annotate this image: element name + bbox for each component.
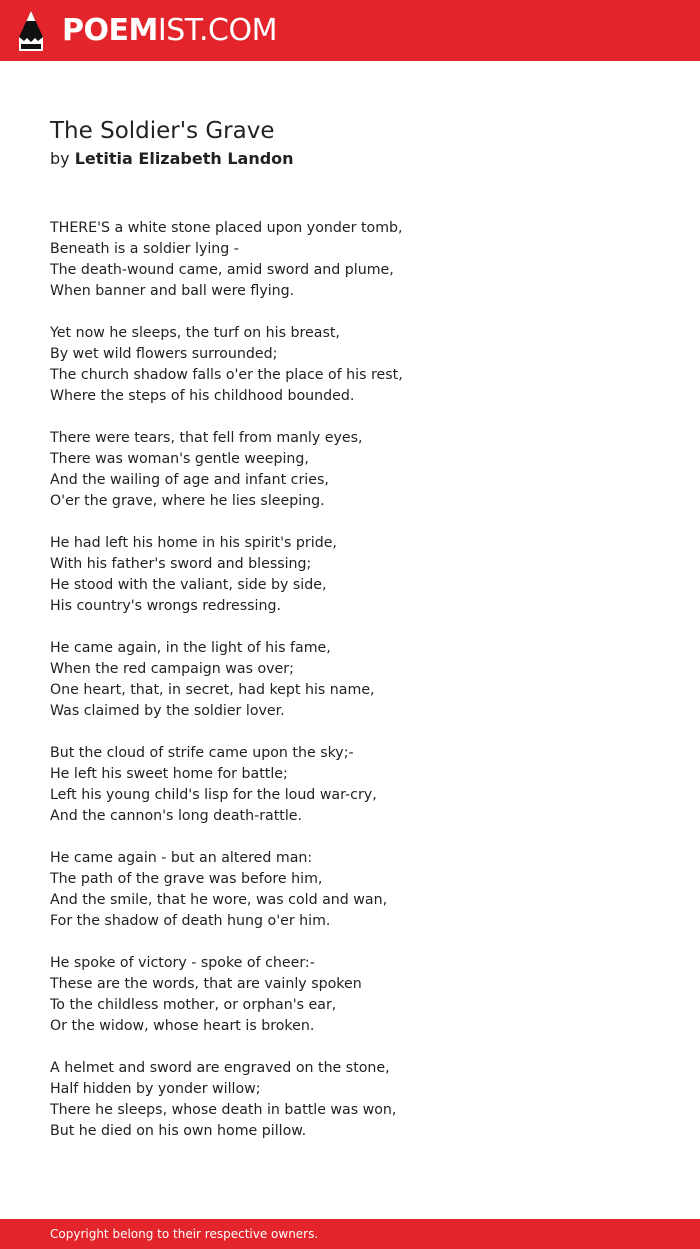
poem-line: The path of the grave was before him, (50, 871, 323, 887)
poem-line: One heart, that, in secret, had kept his name, (50, 682, 375, 698)
poem-line: O'er the grave, where he lies sleeping. (50, 493, 325, 509)
poem-line: But the cloud of strife came upon the sky;- (50, 745, 354, 761)
poem-line: His country's wrongs redressing. (50, 598, 282, 614)
poem-line: For the shadow of death hung o'er him. (50, 913, 331, 929)
poem-line: Left his young child's lisp for the loud war-cry, (50, 787, 377, 803)
poem-line: To the childless mother, or orphan's ear, (50, 997, 337, 1013)
poem-line: He came again - but an altered man: (50, 850, 313, 866)
poem-line: And the smile, that he wore, was cold and wan, (50, 892, 388, 908)
poem-author: Letitia Elizabeth Landon (74, 149, 294, 168)
poem-line: These are the words, that are vainly spoken (50, 976, 362, 992)
poem-line: There he sleeps, whose death in battle was won, (50, 1102, 397, 1118)
stanza (50, 428, 650, 512)
site-logo[interactable] (62, 12, 277, 50)
poem-line: The death-wound came, amid sword and plume, (50, 262, 394, 278)
poem-line: He stood with the valiant, side by side, (50, 577, 327, 593)
stanza (50, 953, 650, 1037)
poem-line: Or the widow, whose heart is broken. (50, 1018, 315, 1034)
copyright-notice: Copyright belong to their respective owners. (50, 1227, 319, 1241)
poem-line: A helmet and sword are engraved on the stone, (50, 1060, 390, 1076)
poem-line: When the red campaign was over; (50, 661, 294, 677)
poem-line: And the cannon's long death-rattle. (50, 808, 303, 824)
stanza (50, 638, 650, 722)
by-label: by (50, 149, 70, 168)
poem-line: Half hidden by yonder willow; (50, 1081, 261, 1097)
poem-line: But he died on his own home pillow. (50, 1123, 307, 1139)
poem-line: He had left his home in his spirit's pride, (50, 535, 337, 551)
site-footer (0, 1219, 700, 1249)
poem-line: The church shadow falls o'er the place of his rest, (50, 367, 403, 383)
stanza (50, 533, 650, 617)
stanza (50, 218, 650, 302)
poem-byline (50, 148, 294, 170)
poem-line: He spoke of victory - spoke of cheer:- (50, 955, 315, 971)
poem-line: And the wailing of age and infant cries, (50, 472, 329, 488)
poem-line: When banner and ball were flying. (50, 283, 295, 299)
stanza (50, 1058, 650, 1142)
stanza (50, 848, 650, 932)
poem-line: Beneath is a soldier lying - (50, 241, 239, 257)
stanza (50, 323, 650, 407)
site-header (0, 0, 700, 61)
poem-line: Was claimed by the soldier lover. (50, 703, 285, 719)
poem-line: He came again, in the light of his fame, (50, 640, 331, 656)
poem-line: Where the steps of his childhood bounded. (50, 388, 355, 404)
poem-line: By wet wild flowers surrounded; (50, 346, 278, 362)
logo-light-text: IST.COM (157, 13, 277, 48)
poem-line: With his father's sword and blessing; (50, 556, 312, 572)
poem-line: Yet now he sleeps, the turf on his breast, (50, 325, 340, 341)
poem-line: THERE'S a white stone placed upon yonder tomb, (50, 220, 403, 236)
poem-line: There was woman's gentle weeping, (50, 451, 309, 467)
poem-title: The Soldier's Grave (50, 118, 275, 144)
poem-line: There were tears, that fell from manly eyes, (50, 430, 363, 446)
pencil-tip-icon[interactable] (18, 10, 44, 52)
logo-bold-text: POEM (62, 13, 158, 48)
stanza (50, 743, 650, 827)
poem-line: He left his sweet home for battle; (50, 766, 288, 782)
poem-body (50, 218, 650, 1163)
